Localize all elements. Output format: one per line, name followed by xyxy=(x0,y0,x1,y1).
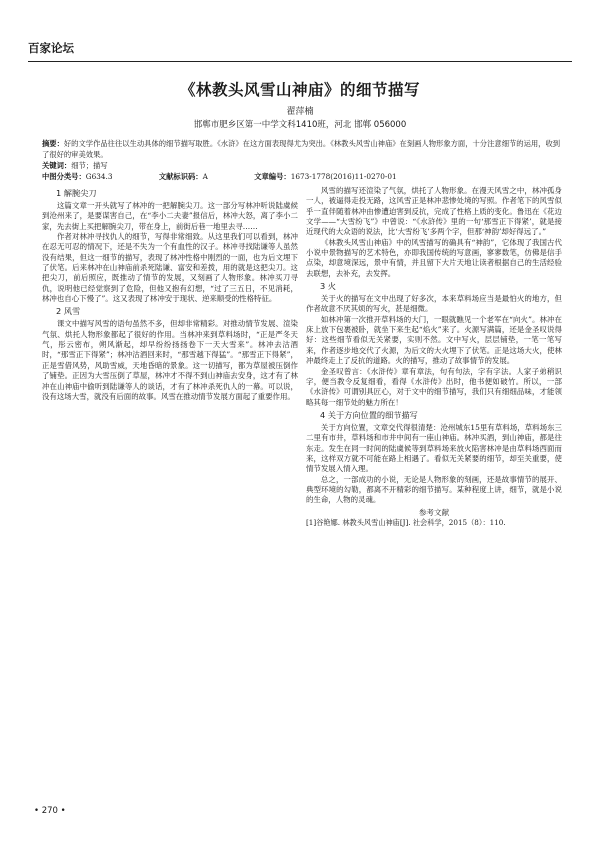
keywords-text: 细节；描写 xyxy=(71,161,108,170)
right-column xyxy=(306,186,562,528)
section-heading-4: 4 关于方向位置的细节描写 xyxy=(320,409,418,420)
paragraph: 《林教头风雪山神庙》中的风雪描写的确具有“神韵”，它体现了我国古代小说中景物描写的艺术特色，亦即我国传统的写意画，寥寥数笔，仿佛是信手点染，却意境深远，景中有情，并且留下大片天地让读者根据自己的生活经验去联想，去补充，去发挥。 xyxy=(306,237,562,278)
section-heading-1: 1 解腕尖刀 xyxy=(56,188,97,198)
keywords xyxy=(42,160,562,171)
paragraph: 作者对林冲寻找仇人的细节，写得非常细致。从这里我们可以看到，林冲在忍无可忍的情况下，还是不失为一个有血性的汉子。林冲寻找陆谦等人虽然没有结果，但这一细节的描写，表现了林冲性格中刚烈的一面，也为后文埋下了伏笔。后来林冲在山神庙前杀死陆谦、富安和差拨，用的就是这把尖刀。这把尖刀，前后照应，既推动了情节的发展，又刻画了人物形象。林冲买刀寻仇，说明他已经觉察到了危险，但他又抱有幻想，“过了三五日，不见消耗，林冲也自心下慢了”。这又表现了林冲安于现状、逆来顺受的性格特征。 xyxy=(42,232,298,304)
abstract-label: 摘要： xyxy=(42,139,64,148)
paragraph: 金圣叹曾言：《水浒传》章有章法，句有句法，字有字法。人家子弟稍识字，便当教令反复细看，看得《水浒传》出时，他书便如破竹。所以，一部《水浒传》可谓别具匠心，对于文中的细节描写，我们只有细细品味，才能领略其每一细节处的魅力所在！ xyxy=(306,366,562,407)
article-title: 《林教头风雪山神庙》的细节描写 xyxy=(179,80,420,99)
author-affiliation: 邯郸市肥乡区第一中学文科1410班，河北 邯郸 056000 xyxy=(193,120,407,130)
paragraph: 总之，一部成功的小说，无论是人物形象的刻画，还是故事情节的展开、典型环境的勾勒，都离不开精彩的细节描写。某种程度上讲，细节，就是小说的生命，人物的灵魂。 xyxy=(306,474,562,505)
paragraph: 关于火的描写在文中出现了好多次，本来草料场应当是最怕火的地方，但作者故意不厌其烦的写火，甚是细微。 xyxy=(306,294,562,314)
paragraph: 关于方向位置，文章交代得很清楚：沧州城东15里有草料场，草料场东三二里有市井，草料场和市井中间有一座山神庙。林冲买酒，到山神庙，都是往东走。发生在同一时间的陆虞候等到草料场来放火陷害林冲是由草料场西面而来，这样双方就不可能在路上相遇了。看似无关紧要的细节，却至关重要，使情节发展入情入理。 xyxy=(306,422,562,474)
left-column xyxy=(42,186,298,402)
section-heading-2: 2 风雪 xyxy=(56,306,81,317)
article-id: 文章编号：1673-1778(2016)11-0270-01 xyxy=(254,172,397,181)
section-heading-3: 3 火 xyxy=(320,281,336,292)
document-code: 文献标识码：A xyxy=(158,172,208,181)
clc-number: 中图分类号：G634.3 xyxy=(42,172,113,181)
reference-item: [1]谷艳娜. 林教头风雪山神庙[J]. 社会科学，2015（8）：110. xyxy=(306,517,506,527)
references-heading: 参考文献 xyxy=(418,507,450,517)
page-number: • 270 • xyxy=(34,806,66,816)
keywords-label: 关键词： xyxy=(42,161,72,170)
author-name: 翟萍楠 xyxy=(286,107,314,117)
article-meta xyxy=(42,171,562,182)
abstract-text: 好的文学作品往往以生动具体的细节描写取胜。《水浒》在这方面表现得尤为突出。《林教头风雪山神庙》在刻画人物形象方面，十分注意细节的运用，收到了很好的审美效果。 xyxy=(42,139,561,159)
journal-header xyxy=(28,38,572,62)
abstract xyxy=(42,138,562,160)
paragraph: 课文中描写风雪的语句虽然不多，但却非常精彩。对推动情节发展、渲染气氛、烘托人物形象都起了很好的作用。当林冲来到草料场时，“正是严冬天气，彤云密布，朔风渐起，却早纷纷扬扬卷下一天大雪来”。林冲去沽酒时，“那雪正下得紧”；林冲沽酒回来时，“那雪越下得猛”。“那雪正下得紧”，正是雪借风势，风助雪威，天地昏暗的景象。这一切描写，都为草屋被压倒作了铺垫。正因为大雪压倒了草屋，林冲才不得不到山神庙去安身，这才有了林冲在山神庙中偷听到陆谦等人的谈话，才有了林冲杀死仇人的一幕。可以说，没有这场大雪，就没有后面的故事。风雪在推动情节发展方面起了重要作用。 xyxy=(42,319,298,401)
section-name: 百家论坛 xyxy=(28,41,74,55)
paragraph: 这篇文章一开头就写了林冲的一把解腕尖刀。这一部分写林冲听说陆虞候到沧州来了，是要谋害自己，在“李小二夫妻”报信后，林冲大怒，离了李小二家，先去街上买把解腕尖刀，带在身上，前街后巷一地里去寻…… xyxy=(42,201,298,231)
paragraph: 如林冲第一次推开草料场的大门，一眼就瞧见一个老军在“向火”。林冲在床上放下包裹被卧，就坐下来生起“焰火”来了。火源写满篇，还是金圣叹说得好：这些细节看似无关紧要，实则不然。文中写火，层层铺垫，一笔一笔写来，作者逐步地交代了火源，为后文的大火埋下了伏笔。正是这场大火，使林冲最终走上了反抗的道路。火的描写，推动了故事情节的发展。 xyxy=(306,314,562,366)
paragraph: 风雪的描写还渲染了气氛，烘托了人物形象。在漫天风雪之中，林冲孤身一人，被逼得走投无路，这风雪正是林冲悲惨处境的写照。作者笔下的风雪似乎一直伴随着林冲由惨遭迫害到反抗，完成了性格上质的变化。鲁迅在《花边文学——“大雪纷飞”》中曾说：“《水浒传》里的一句‘那雪正下得紧’，就是接近现代的大众语的说法，比‘大雪纷飞’多两个字，但那‘神韵’却好得远了。” xyxy=(306,186,562,237)
